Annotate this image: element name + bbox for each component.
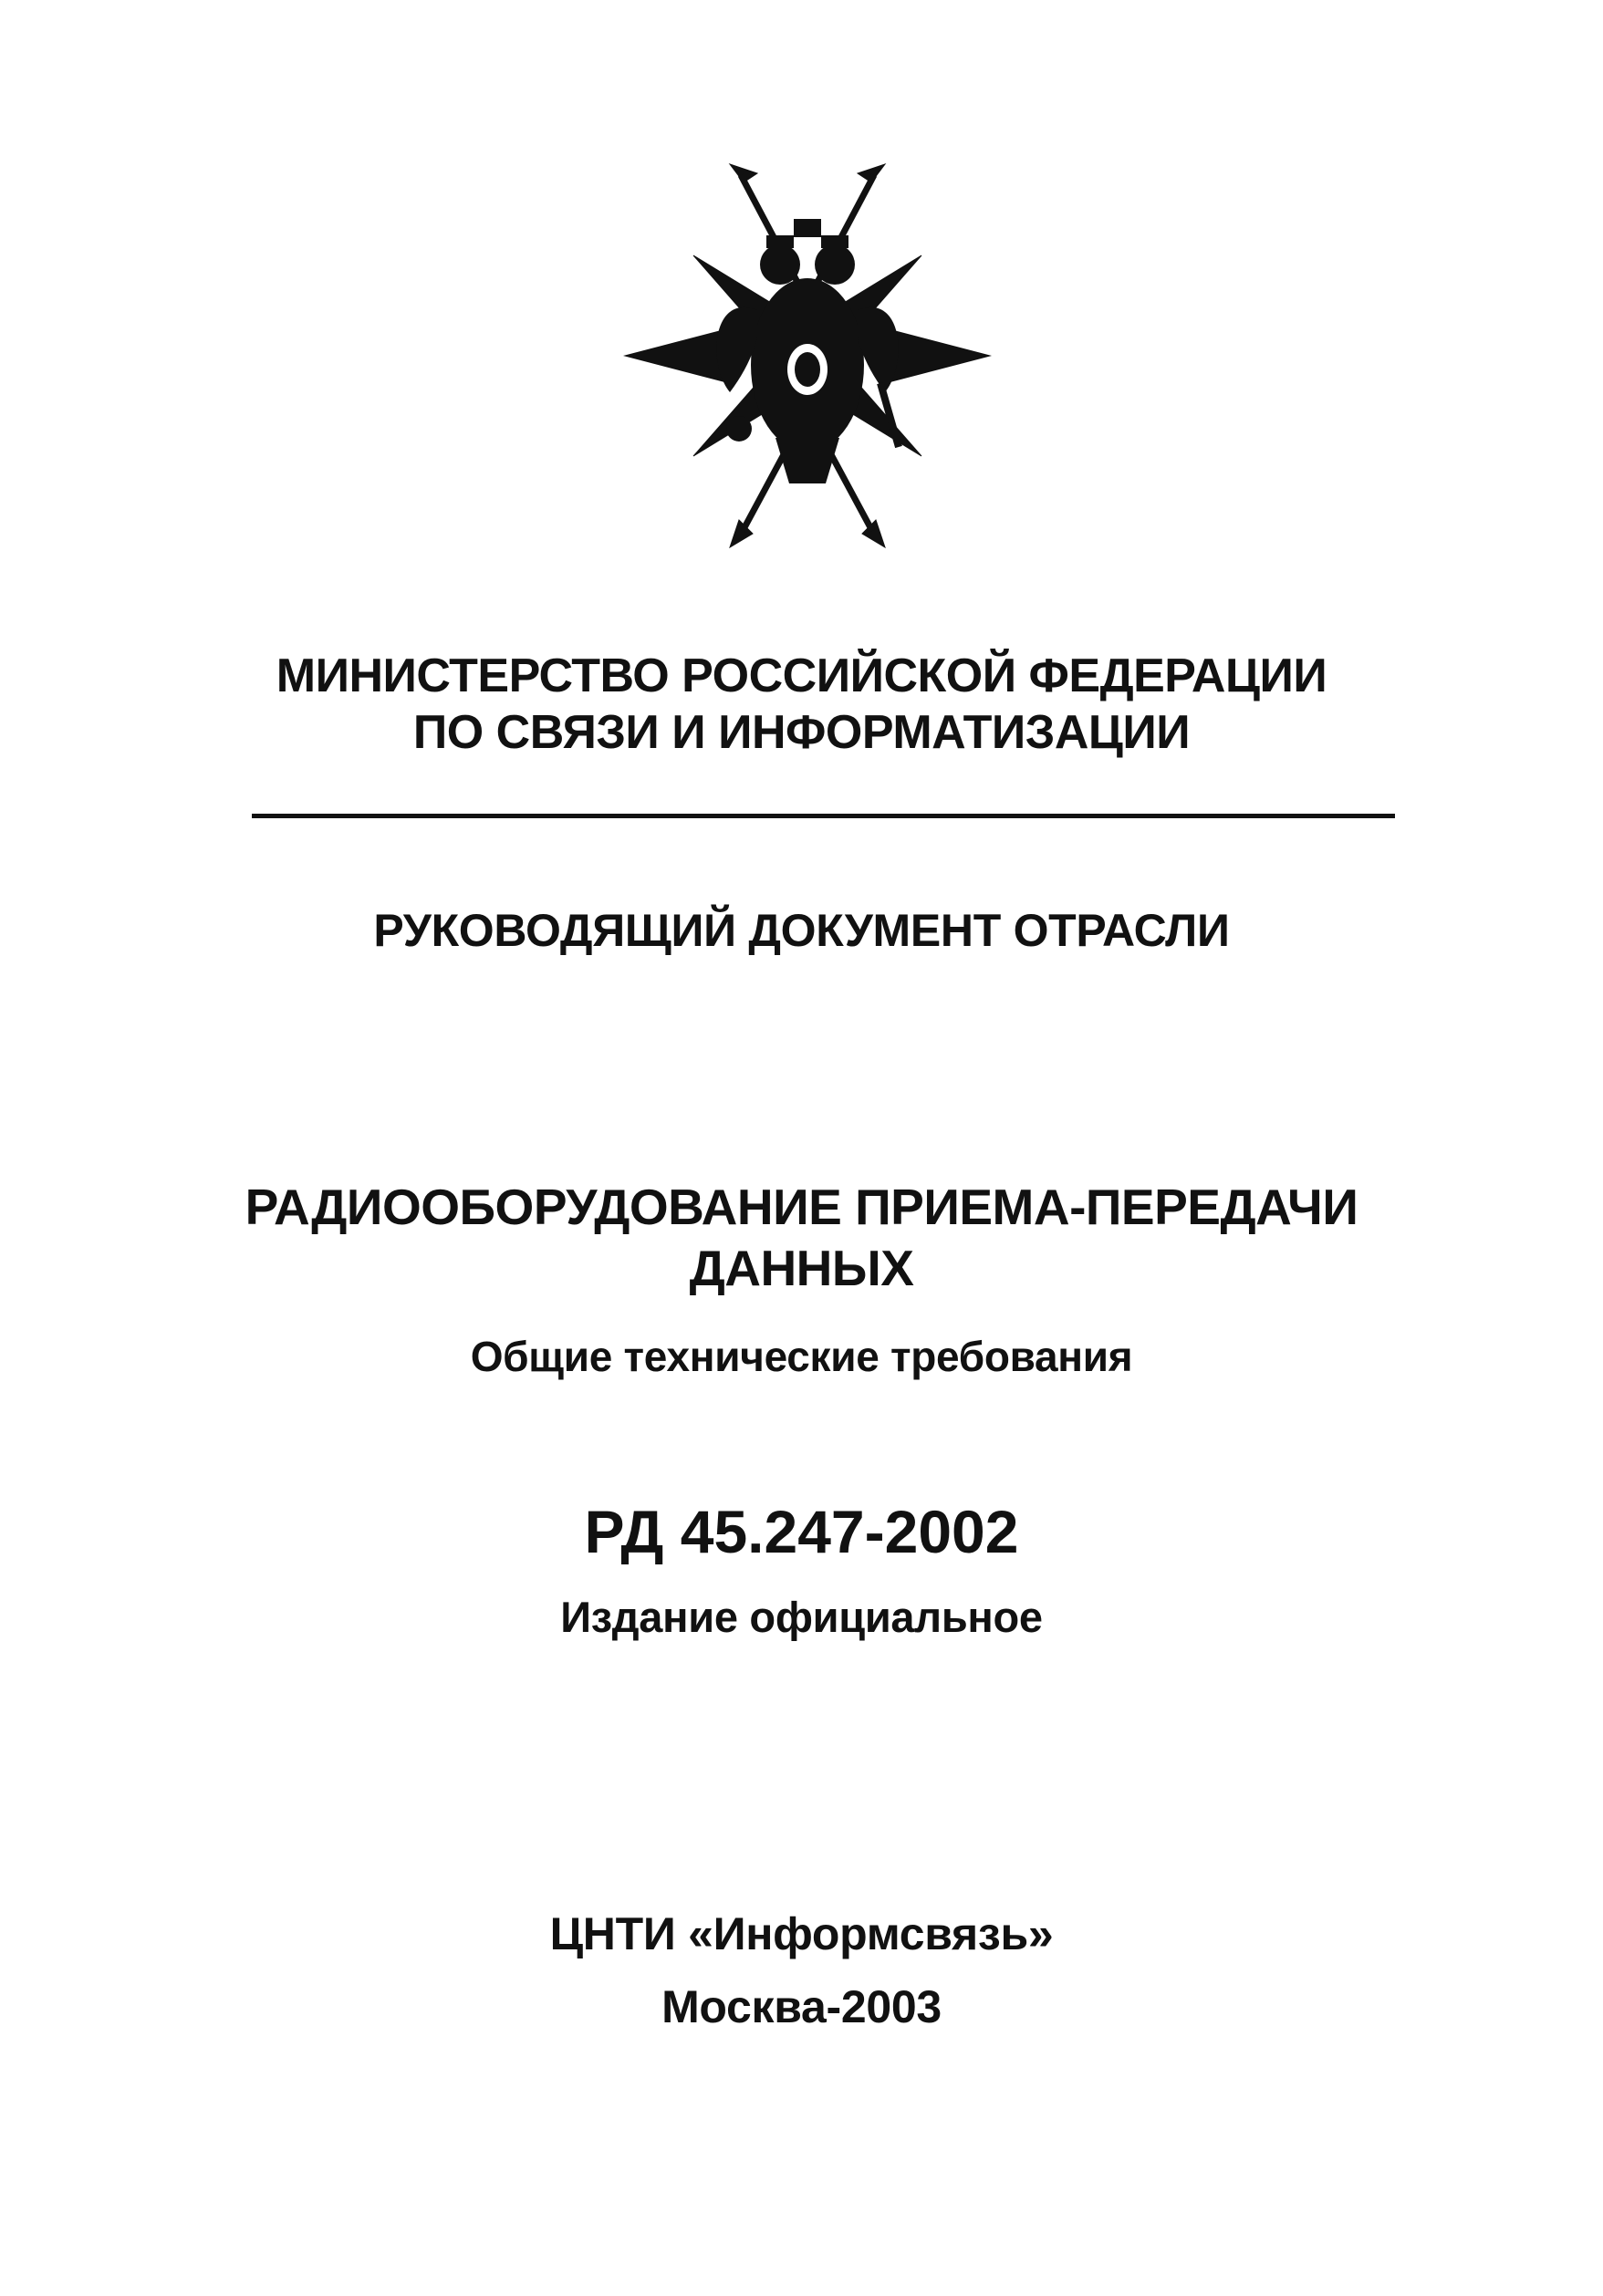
- publisher: ЦНТИ «Информсвязь»: [549, 1908, 1054, 1959]
- document-type: РУКОВОДЯЩИЙ ДОКУМЕНТ ОТРАСЛИ: [373, 905, 1230, 956]
- ministry-line-1: МИНИСТЕРСТВО РОССИЙСКОЙ ФЕДЕРАЦИИ: [276, 649, 1327, 702]
- horizontal-divider: [252, 814, 1395, 818]
- state-emblem-icon: [620, 155, 994, 556]
- document-subtitle: Общие технические требования: [470, 1333, 1133, 1380]
- document-title: [0, 1177, 1603, 1299]
- edition-note: Издание официальное: [560, 1593, 1043, 1641]
- city-year: Москва-2003: [661, 1981, 942, 2032]
- ministry-line-2: ПО СВЯЗИ И ИНФОРМАТИЗАЦИИ: [412, 706, 1191, 760]
- title-line-2: ДАННЫХ: [689, 1240, 914, 1297]
- title-line-1: РАДИООБОРУДОВАНИЕ ПРИЕМА-ПЕРЕДАЧИ: [245, 1179, 1358, 1235]
- ministry-heading: [0, 648, 1603, 762]
- document-designation: РД 45.247-2002: [584, 1498, 1019, 1565]
